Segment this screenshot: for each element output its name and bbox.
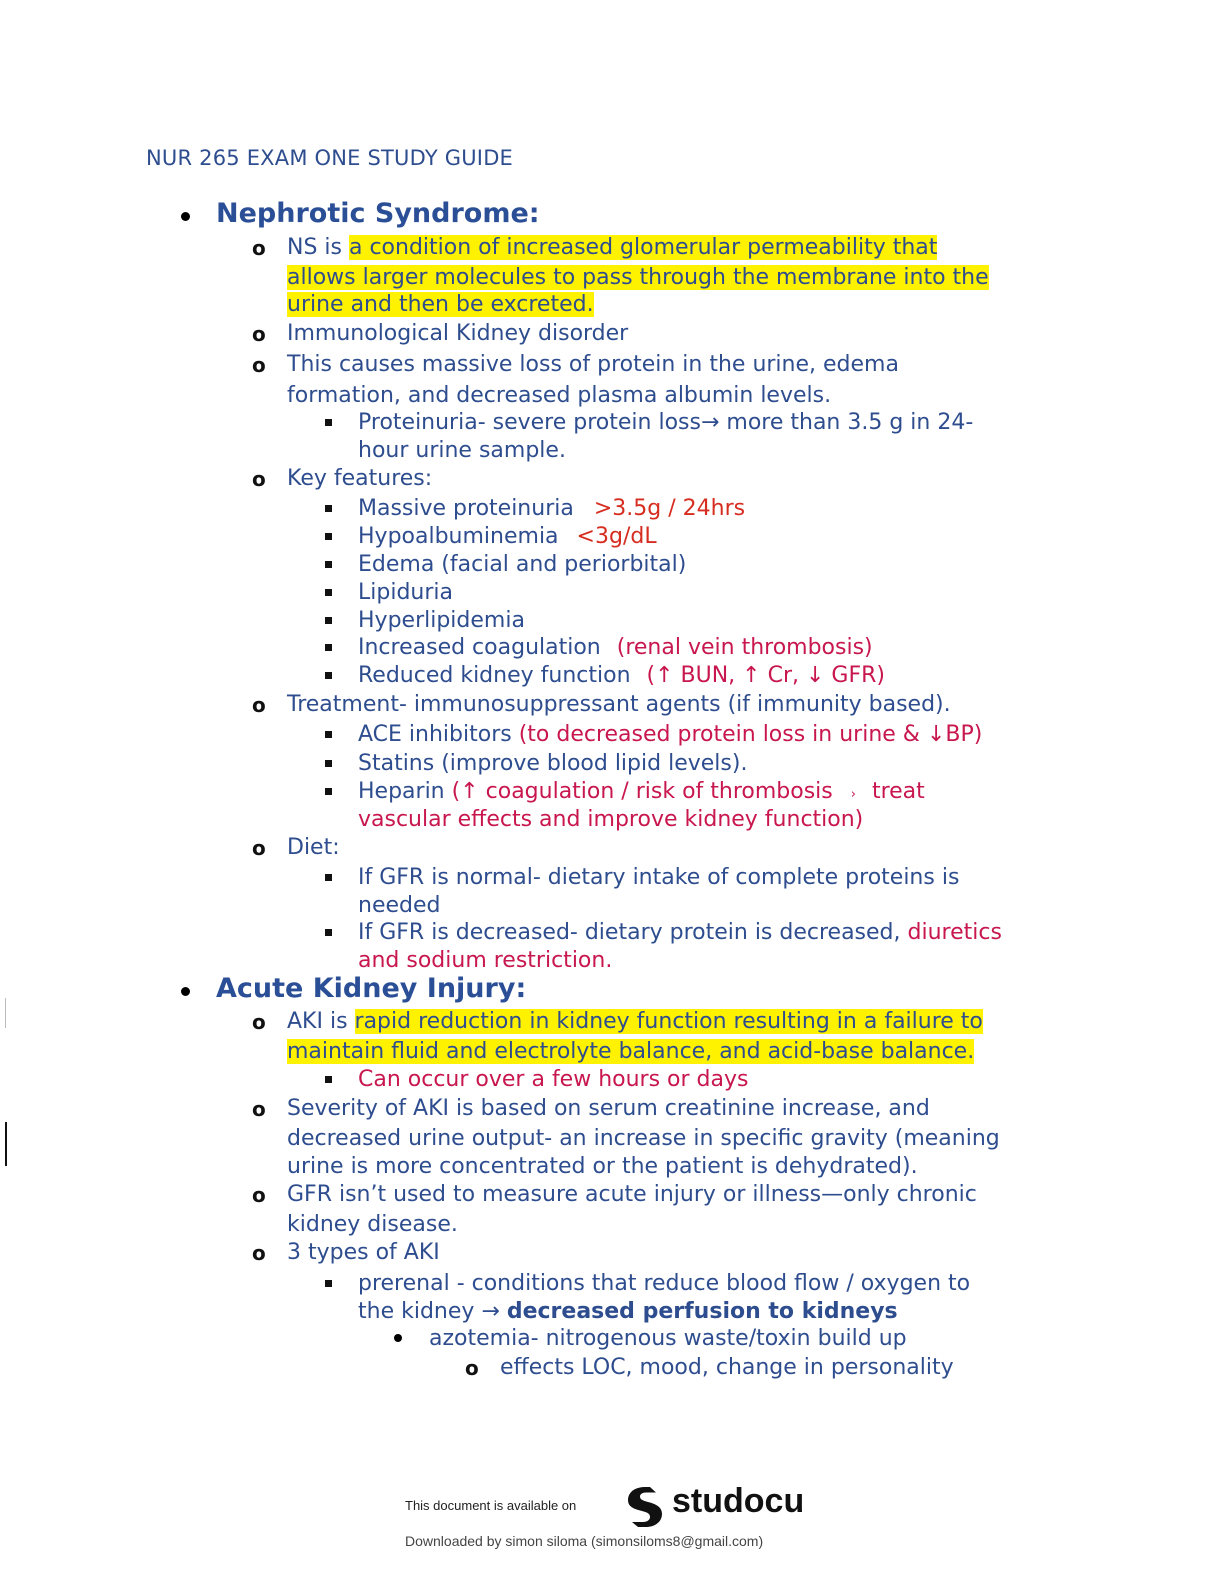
diet-normal-line-1: If GFR is normal- dietary intake of complete proteins is — [358, 865, 960, 890]
ns-treatment: Treatment- immunosuppressant agents (if immunity based). — [287, 692, 951, 717]
diet-normal-line-2: needed — [358, 893, 441, 918]
diet-decreased-line-2: and sodium restriction. — [358, 948, 613, 973]
ns-causes-line-2: formation, and decreased plasma albumin levels. — [287, 383, 832, 408]
square-bullet — [325, 1076, 332, 1083]
highlight: a condition of increased glomerular permeability that — [348, 235, 938, 260]
diet-decreased-line-1: If GFR is decreased- dietary protein is decreased, diuretics — [358, 920, 1002, 945]
text-cursor — [5, 1122, 7, 1166]
square-bullet — [325, 419, 332, 426]
section-heading-nephrotic: Nephrotic Syndrome: — [216, 198, 540, 229]
sub-bullet: o — [252, 1241, 266, 1265]
square-bullet — [325, 617, 332, 624]
treat-heparin-line-1: Heparin (↑ coagulation / risk of thrombosis › treat — [358, 779, 925, 804]
aki-severity-line-3: urine is more concentrated or the patient is dehydrated). — [287, 1154, 918, 1179]
aki-severity-line-2: decreased urine output- an increase in specific gravity (meaning — [287, 1126, 1000, 1151]
sub-bullet: o — [252, 236, 266, 260]
aki-definition-line-2 — [287, 1038, 974, 1066]
treat-heparin-line-2: vascular effects and improve kidney function) — [358, 807, 864, 832]
square-bullet — [325, 731, 332, 738]
kf-edema: Edema (facial and periorbital) — [358, 552, 687, 577]
footer-downloaded-text: Downloaded by simon siloma (simonsiloms8@gmail.com) — [405, 1533, 764, 1549]
studocu-logo-icon — [622, 1483, 668, 1529]
highlight: maintain fluid and electrolyte balance, and acid-base balance. — [287, 1039, 975, 1064]
bullet — [181, 987, 190, 996]
ns-key-features: Key features: — [287, 466, 433, 491]
aki-prerenal-line-2: the kidney → decreased perfusion to kidneys — [358, 1299, 898, 1324]
kf-hypoalbuminemia: Hypoalbuminemia <3g/dL — [358, 524, 657, 549]
square-bullet — [325, 561, 332, 568]
kf-reduced-kidney-function: Reduced kidney function (↑ BUN, ↑ Cr, ↓ GFR) — [358, 663, 885, 688]
aki-can-occur: Can occur over a few hours or days — [358, 1067, 749, 1092]
ns-causes-line-1: This causes massive loss of protein in the urine, edema — [287, 352, 899, 377]
sub-bullet: o — [252, 836, 266, 860]
bullet — [394, 1334, 402, 1342]
square-bullet — [325, 672, 332, 679]
sub-bullet: o — [252, 1010, 266, 1034]
ns-definition-line-2 — [287, 264, 989, 292]
aki-definition-line-1: AKI is rapid reduction in kidney function resulting in a failure to — [287, 1009, 983, 1034]
document-title: NUR 265 EXAM ONE STUDY GUIDE — [146, 146, 514, 170]
sub-bullet: o — [252, 1183, 266, 1207]
margin-mark — [5, 998, 6, 1028]
sub-bullet: o — [465, 1356, 479, 1380]
treat-ace-inhibitors: ACE inhibitors (to decreased protein loss in urine & ↓BP) — [358, 722, 983, 747]
kf-massive-proteinuria: Massive proteinuria >3.5g / 24hrs — [358, 496, 746, 521]
ns-proteinuria-line-1: Proteinuria- severe protein loss→ more than 3.5 g in 24- — [358, 410, 974, 435]
sub-bullet: o — [252, 353, 266, 377]
ns-proteinuria-line-2: hour urine sample. — [358, 438, 566, 463]
square-bullet — [325, 1280, 332, 1287]
square-bullet — [325, 589, 332, 596]
aki-types: 3 types of AKI — [287, 1240, 440, 1265]
kf-lipiduria: Lipiduria — [358, 580, 453, 605]
aki-gfr-line-1: GFR isn’t used to measure acute injury or illness—only chronic — [287, 1182, 977, 1207]
treat-statins: Statins (improve blood lipid levels). — [358, 751, 748, 776]
sub-bullet: o — [252, 693, 266, 717]
sub-bullet: o — [252, 322, 266, 346]
sub-bullet: o — [252, 1097, 266, 1121]
aki-azotemia: azotemia- nitrogenous waste/toxin build up — [429, 1326, 907, 1351]
highlight: rapid reduction in kidney function resulting in a failure to — [354, 1009, 983, 1034]
kf-hyperlipidemia: Hyperlipidemia — [358, 608, 525, 633]
ns-diet: Diet: — [287, 835, 340, 860]
studocu-brand: studocu — [672, 1482, 805, 1520]
square-bullet — [325, 533, 332, 540]
ns-definition-line-1: NS is a condition of increased glomerular permeability that — [287, 235, 938, 260]
highlight: allows larger molecules to pass through the membrane into the — [287, 265, 989, 290]
bullet — [181, 212, 190, 221]
ns-definition-line-3 — [287, 291, 594, 319]
aki-gfr-line-2: kidney disease. — [287, 1212, 458, 1237]
ns-immunological: Immunological Kidney disorder — [287, 321, 629, 346]
aki-effects: effects LOC, mood, change in personality — [500, 1355, 954, 1380]
square-bullet — [325, 760, 332, 767]
square-bullet — [325, 788, 332, 795]
square-bullet — [325, 644, 332, 651]
sub-bullet: o — [252, 467, 266, 491]
section-heading-aki: Acute Kidney Injury: — [216, 973, 527, 1004]
square-bullet — [325, 505, 332, 512]
footer-available-text: This document is available on — [405, 1498, 577, 1513]
aki-prerenal-line-1: prerenal - conditions that reduce blood flow / oxygen to — [358, 1271, 971, 1296]
highlight: urine and then be excreted. — [287, 292, 594, 317]
square-bullet — [325, 874, 332, 881]
kf-increased-coagulation: Increased coagulation (renal vein thrombosis) — [358, 635, 873, 660]
aki-severity-line-1: Severity of AKI is based on serum creatinine increase, and — [287, 1096, 930, 1121]
square-bullet — [325, 929, 332, 936]
